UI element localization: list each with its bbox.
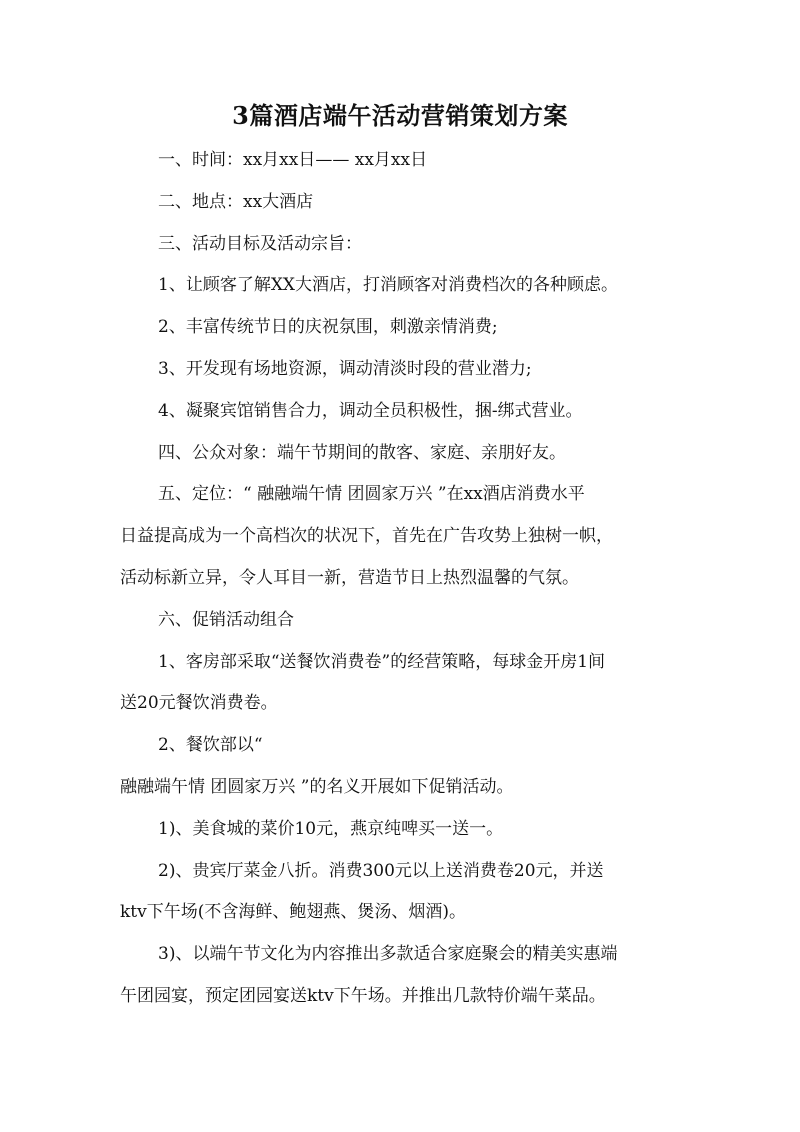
paragraph-line: 日益提高成为一个高档次的状况下，首先在广告攻势上独树一帜， bbox=[120, 526, 613, 547]
paragraph-line: 活动标新立异，令人耳目一新，营造节日上热烈温馨的气氛。 bbox=[120, 567, 579, 588]
paragraph-line: 二、地点：xx大酒店 bbox=[158, 191, 314, 212]
paragraph-line: 3、开发现有场地资源，调动清淡时段的营业潜力; bbox=[158, 358, 532, 379]
paragraph-line: 3)、以端午节文化为内容推出多款适合家庭聚会的精美实惠端 bbox=[158, 944, 618, 965]
paragraph-line: 一、时间：xx月xx日—— xx月xx日 bbox=[158, 150, 428, 170]
paragraph-line: 2、餐饮部以“ bbox=[158, 735, 263, 756]
paragraph-line: 五、定位：“ 融融端午情 团圆家万兴 ”在xx酒店消费水平 bbox=[158, 484, 585, 505]
paragraph-line: 融融端午情 团圆家万兴 ”的名义开展如下促销活动。 bbox=[120, 776, 514, 797]
paragraph-line: 送20元餐饮消费卷。 bbox=[120, 693, 278, 714]
paragraph-line: 2)、贵宾厅菜金八折。消费300元以上送消费卷20元，并送 bbox=[158, 860, 604, 881]
paragraph-line: 四、公众对象：端午节期间的散客、家庭、亲朋好友。 bbox=[158, 442, 566, 463]
paragraph-line: ktv下午场(不含海鲜、鲍翅燕、煲汤、烟酒)。 bbox=[120, 902, 467, 923]
paragraph-line: 六、促销活动组合 bbox=[158, 609, 294, 630]
document-title: 3篇酒店端午活动营销策划方案 bbox=[232, 101, 568, 130]
paragraph-line: 1、客房部采取“送餐饮消费卷”的经营策略，每球金开房1间 bbox=[158, 651, 606, 672]
paragraph-line: 1)、美食城的菜价10元，燕京纯啤买一送一。 bbox=[158, 818, 504, 839]
paragraph-line: 1、让顾客了解XX大酒店，打消顾客对消费档次的各种顾虑。 bbox=[158, 275, 619, 296]
paragraph-line: 午团园宴，预定团园宴送ktv下午场。并推出几款特价端午菜品。 bbox=[120, 985, 606, 1006]
paragraph-line: 三、活动目标及活动宗旨： bbox=[158, 233, 362, 254]
paragraph-line: 2、丰富传统节日的庆祝氛围，刺激亲情消费; bbox=[158, 317, 498, 338]
document-body bbox=[120, 140, 680, 1018]
paragraph-line: 4、凝聚宾馆销售合力，调动全员积极性，捆-绑式营业。 bbox=[158, 400, 583, 421]
